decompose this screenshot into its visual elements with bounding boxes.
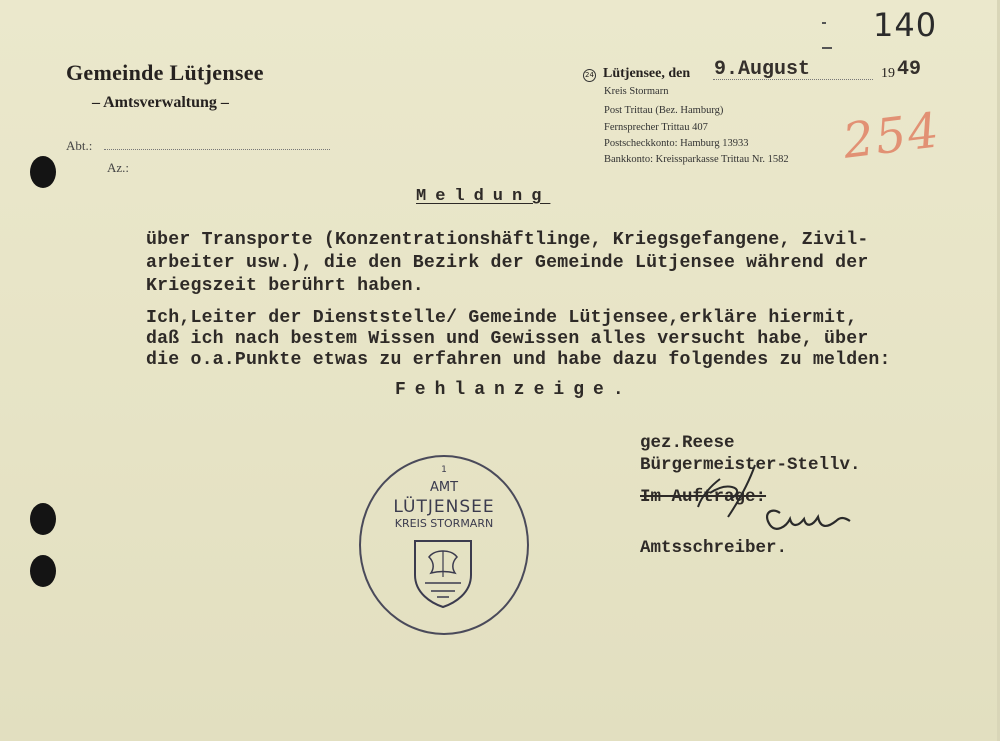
signature-name: gez.Reese bbox=[640, 433, 735, 453]
az-label: Az.: bbox=[107, 160, 130, 175]
date-dotted-line bbox=[713, 79, 873, 80]
abt-dotted-line bbox=[104, 149, 330, 150]
administration-line: – Amtsverwaltung – bbox=[92, 94, 229, 111]
info-line: Fernsprecher Trittau 407 bbox=[604, 122, 708, 133]
info-line: Bankkonto: Kreissparkasse Trittau Nr. 1582 bbox=[604, 154, 789, 165]
margin-mark bbox=[822, 22, 826, 24]
handwritten-number: 254 bbox=[839, 102, 944, 170]
year-prefix: 19 bbox=[881, 66, 895, 81]
place-text: Lütjensee, den bbox=[603, 66, 691, 81]
coat-of-arms-icon bbox=[411, 537, 475, 609]
signature-struck-line: Im Auftrage: bbox=[640, 487, 767, 507]
margin-mark bbox=[822, 47, 832, 49]
place-label bbox=[603, 66, 690, 82]
body-line: Ich,Leiter der Dienststelle/ Gemeinde Lütjensee,erkläre hiermit, bbox=[146, 308, 858, 328]
info-line: Postscheckkonto: Hamburg 13933 bbox=[604, 138, 749, 149]
archive-number: 140 bbox=[873, 6, 938, 44]
body-line: arbeiter usw.), die den Bezirk der Gemeinde Lütjensee während der bbox=[146, 253, 869, 273]
body-line: über Transporte (Konzentrationshäftlinge, Kriegsgefangene, Zivil- bbox=[146, 230, 869, 250]
organization-name: Gemeinde Lütjensee bbox=[66, 60, 264, 85]
punch-hole bbox=[30, 555, 56, 587]
stamp-line: KREIS STORMARN bbox=[394, 517, 494, 530]
body-line: daß ich nach bestem Wissen und Gewissen alles versucht habe, über bbox=[146, 329, 869, 349]
phone-badge: 24 bbox=[583, 69, 596, 82]
punch-hole bbox=[30, 156, 56, 188]
stamp-line: LÜTJENSEE bbox=[393, 497, 495, 517]
body-line: die o.a.Punkte etwas zu erfahren und habe dazu folgendes zu melden: bbox=[146, 350, 891, 370]
year-typed: 49 bbox=[897, 58, 922, 81]
stamp-line: AMT bbox=[429, 480, 459, 495]
punch-hole bbox=[30, 503, 56, 535]
info-line: Post Trittau (Bez. Hamburg) bbox=[604, 105, 724, 116]
document-title: Meldung bbox=[416, 187, 551, 206]
fehlanzeige: Fehlanzeige. bbox=[395, 380, 633, 400]
stamp-mark: 1 bbox=[441, 465, 447, 475]
abt-label: Abt.: bbox=[66, 138, 93, 153]
signature-title: Bürgermeister-Stellv. bbox=[640, 455, 861, 475]
signature-role: Amtsschreiber. bbox=[640, 538, 788, 558]
info-line: Kreis Stormarn bbox=[604, 86, 669, 97]
date-typed: 9.August bbox=[714, 58, 811, 81]
official-stamp bbox=[359, 455, 529, 635]
body-line: Kriegszeit berührt haben. bbox=[146, 276, 424, 296]
handwritten-signature bbox=[640, 455, 900, 565]
